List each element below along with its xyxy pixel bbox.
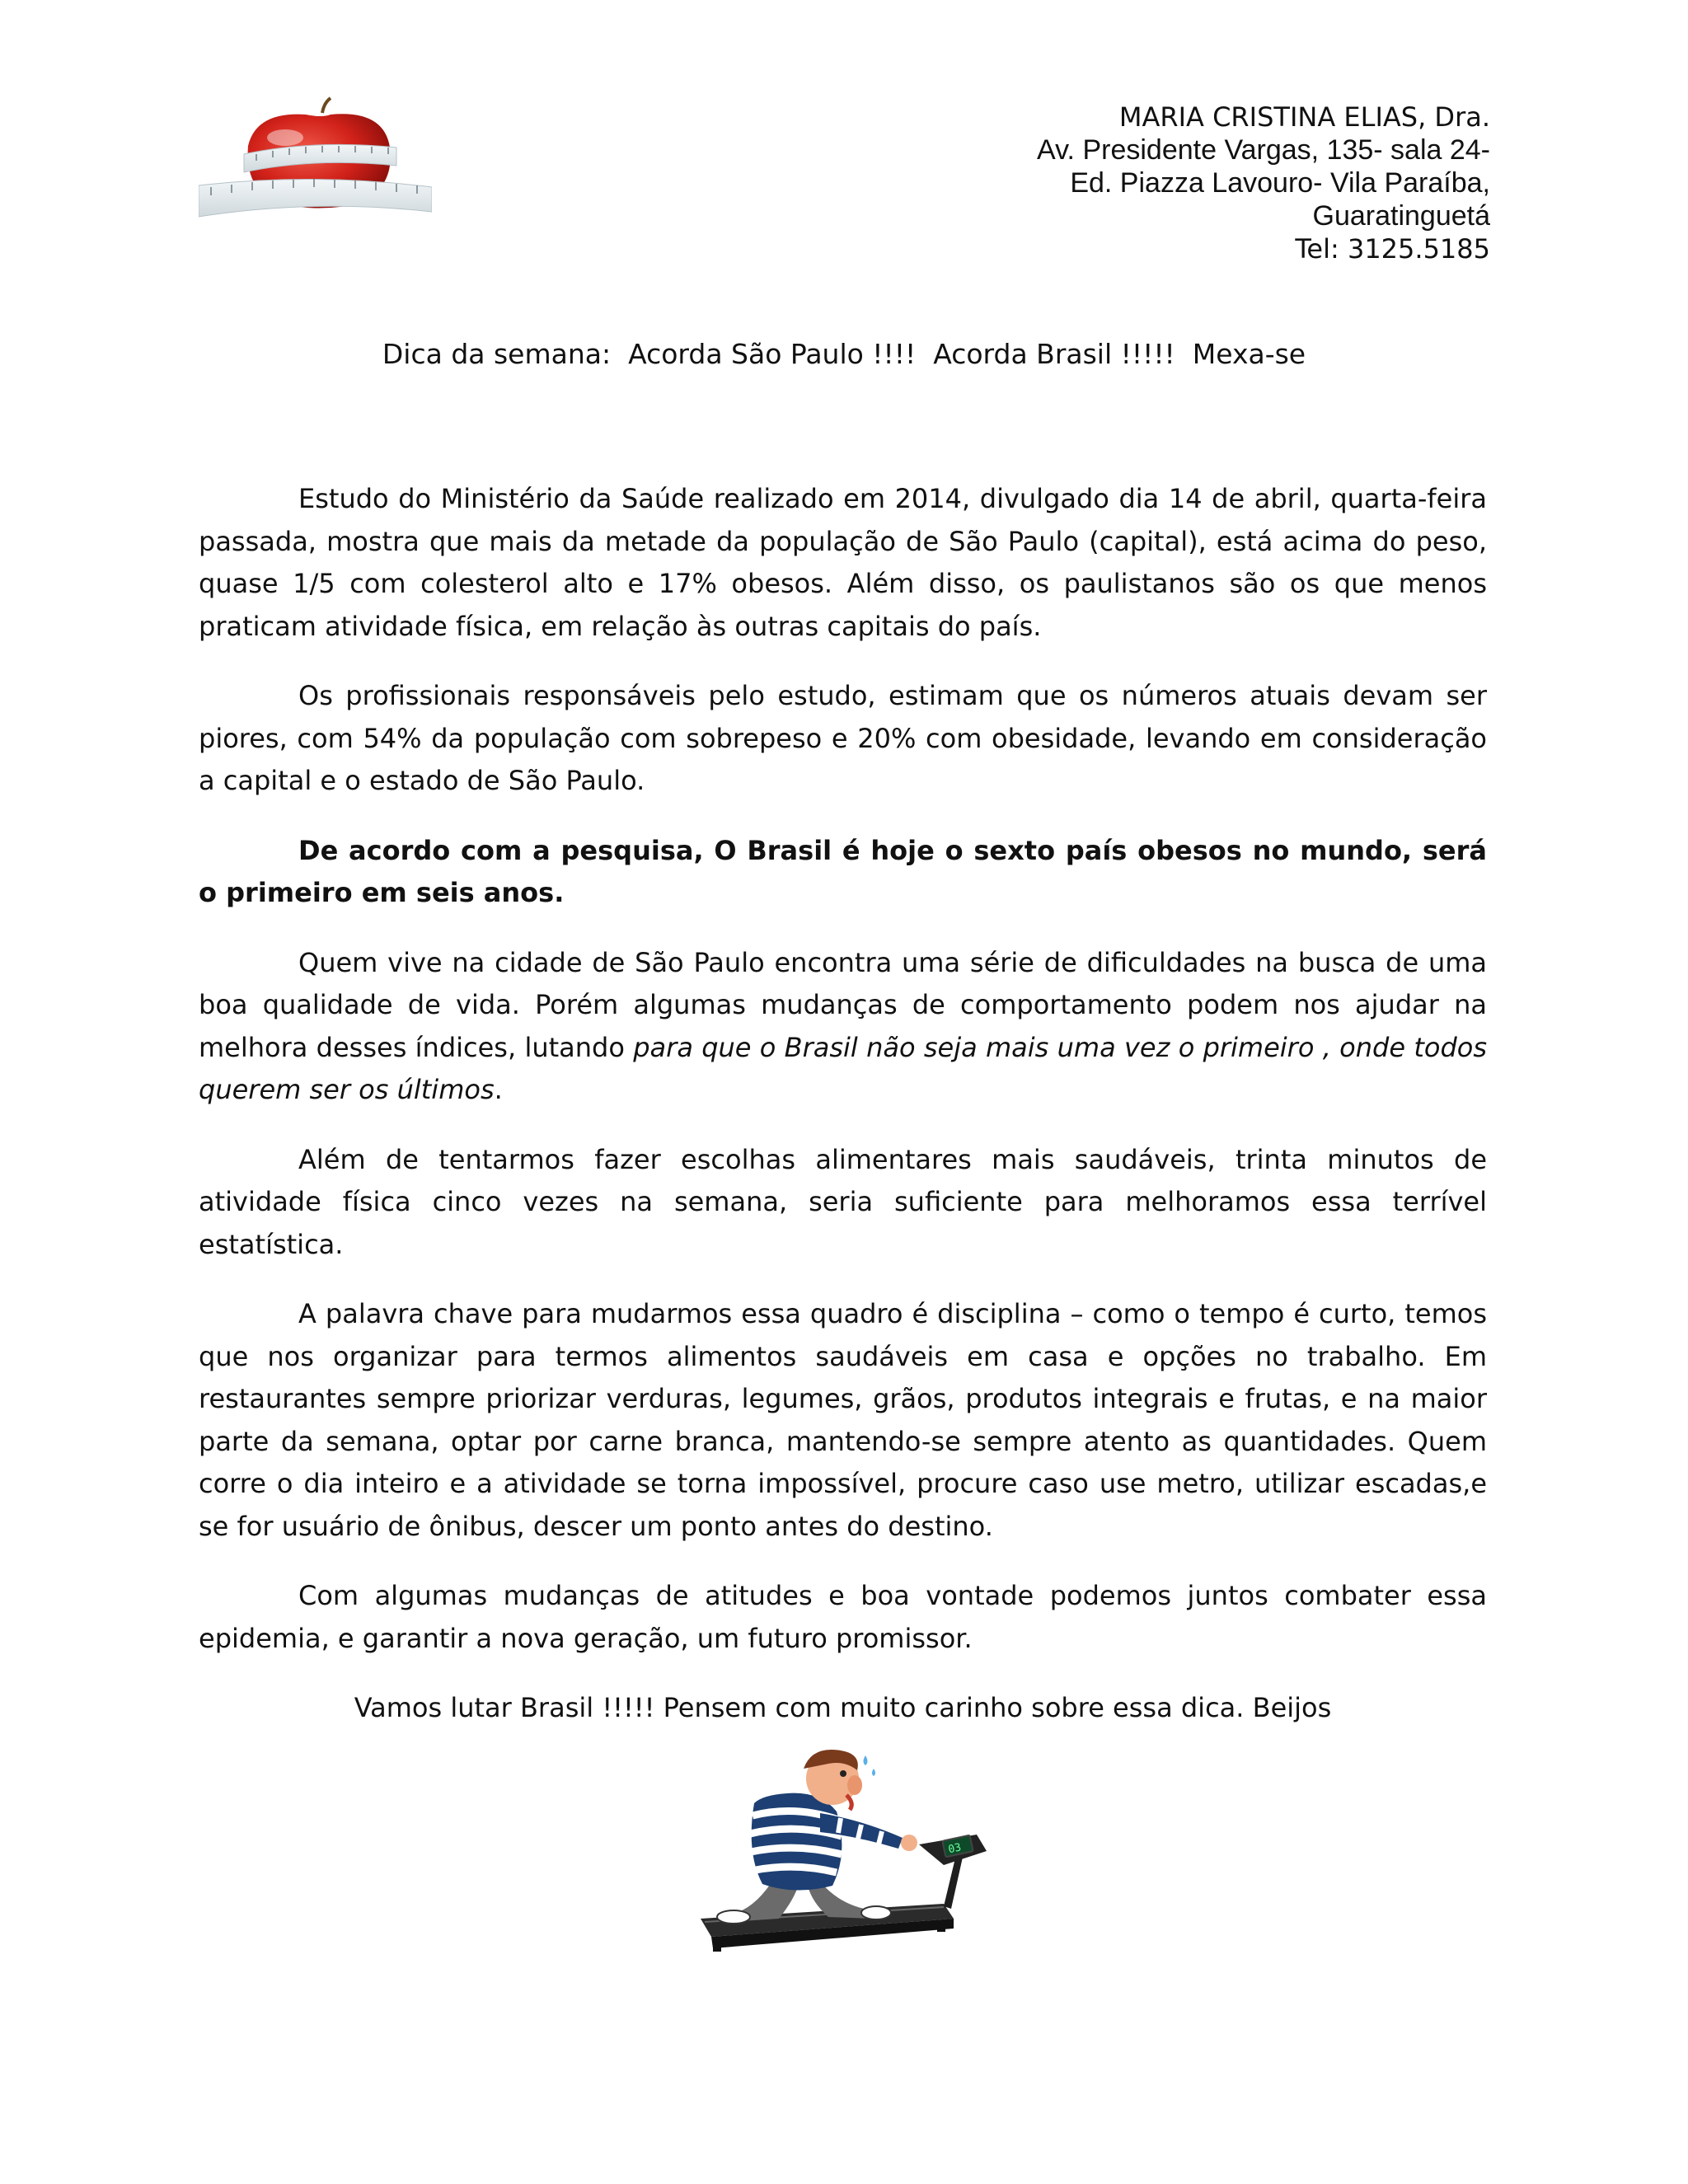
contact-block xyxy=(897,101,1490,265)
doctor-name: MARIA CRISTINA ELIAS, Dra. xyxy=(1118,101,1490,133)
address-line-2: Ed. Piazza Lavouro- Vila Paraíba, xyxy=(1070,167,1490,199)
paragraph-1: Estudo do Ministério da Saúde realizado em 2014, divulgado dia 14 de abril, quarta-feira passada, mostra que mais da metade da população de São Paulo (capital), está acima do peso, quase 1/5 com colesterol alto e 17% obesos. Além disso, os paulistanos são os que menos praticam atividade física, em relação às outras capitais do país. xyxy=(199,483,1487,642)
paragraph-4-end: . xyxy=(494,1074,503,1105)
tip-of-the-week-title: Dica da semana: Acorda São Paulo !!!! Acorda Brasil !!!!! Mexa-se xyxy=(382,338,1306,370)
paragraph-4 xyxy=(199,942,1487,1112)
treadmill-display-text: 03 xyxy=(947,1841,963,1857)
address-city: Guaratinguetá xyxy=(1312,200,1490,232)
paragraph-2: Os profissionais responsáveis pelo estudo, estimam que os números atuais devam ser piores, com 54% da população com sobrepeso e 20% com obesidade, levando em consideração a capital e o estado de São Paulo. xyxy=(199,680,1487,796)
paragraph-3-highlight: De acordo com a pesquisa, O Brasil é hoje o sexto país obesos no mundo, será o primeiro em seis anos. xyxy=(199,834,1487,908)
paragraph-7: Com algumas mudanças de atitudes e boa vontade podemos juntos combater essa epidemia, e garantir a nova geração, um futuro promissor. xyxy=(199,1580,1487,1654)
article-body xyxy=(199,478,1487,1757)
paragraph-6: A palavra chave para mudarmos essa quadro é disciplina – como o tempo é curto, temos que nos organizar para termos alimentos saudáveis em casa e opções no trabalho. Em restaurantes sempre priorizar verduras, legumes, grãos, produtos integrais e frutas, e na maior parte da semana, optar por carne branca, mantendo-se sempre atento as quantidades. Quem corre o dia inteiro e a atividade se torna impossível, procure caso use metro, utilizar escadas,e se for usuário de ônibus, descer um ponto antes do destino. xyxy=(199,1298,1487,1542)
man-on-treadmill-illustration xyxy=(696,1746,993,1956)
phone-number: Tel: 3125.5185 xyxy=(1295,233,1490,265)
address-line-1: Av. Presidente Vargas, 135- sala 24- xyxy=(1037,134,1490,166)
apple-measuring-tape-logo xyxy=(199,96,432,218)
paragraph-4-text: Quem vive na cidade de São Paulo encontra uma série de dificuldades na busca de uma boa qualidade de vida. Porém algumas mudanças de comportamento podem nos ajudar na melhora desses índices, lutando xyxy=(199,946,1487,1063)
paragraph-5: Além de tentarmos fazer escolhas alimentares mais saudáveis, trinta minutos de atividade física cinco vezes na semana, seria suficiente para melhoramos essa terrível estatística. xyxy=(199,1143,1487,1260)
paragraph-4-italic: para que o Brasil não seja mais uma vez o primeiro , onde todos querem ser os últimos xyxy=(199,1031,1488,1105)
closing-line: Vamos lutar Brasil !!!!! Pensem com muito carinho sobre essa dica. Beijos xyxy=(354,1692,1332,1723)
